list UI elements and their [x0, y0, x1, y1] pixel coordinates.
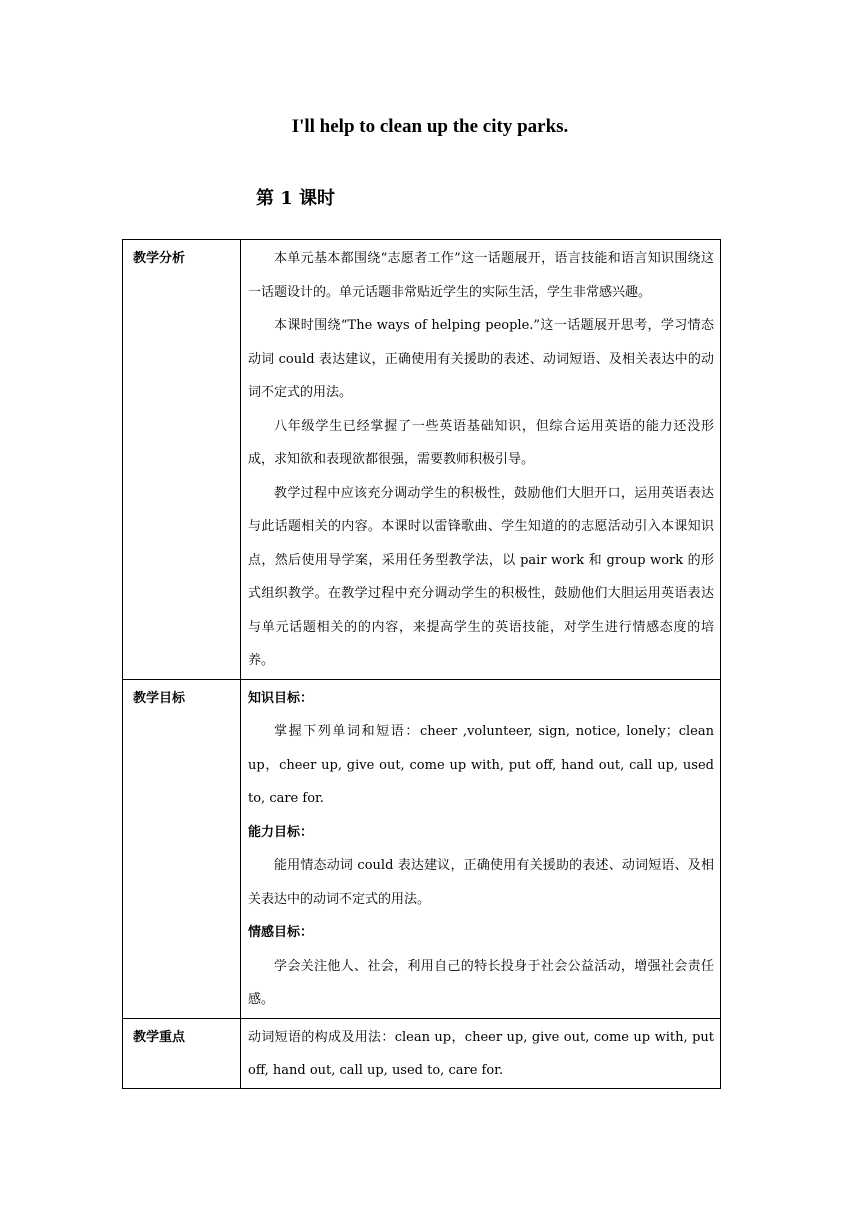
analysis-paragraph-3: 八年级学生已经掌握了一些英语基础知识，但综合运用英语的能力还没形成，求知欲和表现欲都很强，需要教师积极引导。	[248, 418, 714, 467]
analysis-paragraph-1: 本单元基本都围绕“志愿者工作”这一话题展开，语言技能和语言知识围绕这一话题设计的。单元话题非常贴近学生的实际生活，学生非常感兴趣。	[248, 251, 714, 300]
row-header-analysis: 教学分析	[133, 251, 186, 266]
table-row-objectives	[123, 679, 721, 1018]
emotion-goal-heading: 情感目标：	[248, 925, 314, 940]
knowledge-goal-heading: 知识目标：	[248, 690, 314, 706]
row-header-objectives: 教学目标	[133, 690, 186, 706]
table-row-key-points	[123, 1018, 721, 1088]
row-header-key-points: 教学重点	[133, 1029, 186, 1045]
analysis-content-cell	[241, 240, 721, 680]
row-header-cell	[123, 1018, 241, 1088]
analysis-paragraph-2: 本课时围绕“The ways of helping people.”这一话题展开思考，学习情态动词 could 表达建议，正确使用有关援助的表述、动词短语、及相关表达中的动词不定式的用法。	[248, 318, 714, 400]
key-points-content-cell	[241, 1018, 721, 1088]
key-points-text: 动词短语的构成及用法：clean up，cheer up, give out, come up with, put off, hand out, call up, used to, care for.	[248, 1029, 714, 1078]
table-row-analysis	[123, 240, 721, 680]
lesson-plan-table	[122, 239, 721, 1089]
row-header-cell	[123, 679, 241, 1018]
objectives-content-cell	[241, 679, 721, 1018]
lesson-subtitle: 第 1 课时	[256, 188, 336, 209]
knowledge-goal-text: 掌握下列单词和短语：cheer ,volunteer, sign, notice, lonely；clean up，cheer up, give out, come up with, put off, hand out, call up, used to, care for.	[248, 724, 714, 806]
row-header-cell	[123, 240, 241, 680]
document-title: I'll help to clean up the city parks.	[291, 116, 569, 137]
ability-goal-heading: 能力目标：	[248, 824, 314, 840]
ability-goal-text: 能用情态动词 could 表达建议，正确使用有关援助的表述、动词短语、及相关表达中的动词不定式的用法。	[248, 858, 714, 907]
emotion-goal-text: 学会关注他人、社会，利用自己的特长投身于社会公益活动，增强社会责任感。	[248, 958, 714, 1007]
analysis-paragraph-4: 教学过程中应该充分调动学生的积极性，鼓励他们大胆开口，运用英语表达与此话题相关的内容。本课时以雷锋歌曲、学生知道的的志愿活动引入本课知识点，然后使用导学案，采用任务型教学法，以 pair work 和 group work 的形式组织教学。在教学过程中充分调动学生的积极性，鼓励他们大胆运用英语表达与单元话题相关的的内容，来提高学生的英语技能，对学生进行情感态度的培养。	[248, 485, 714, 668]
